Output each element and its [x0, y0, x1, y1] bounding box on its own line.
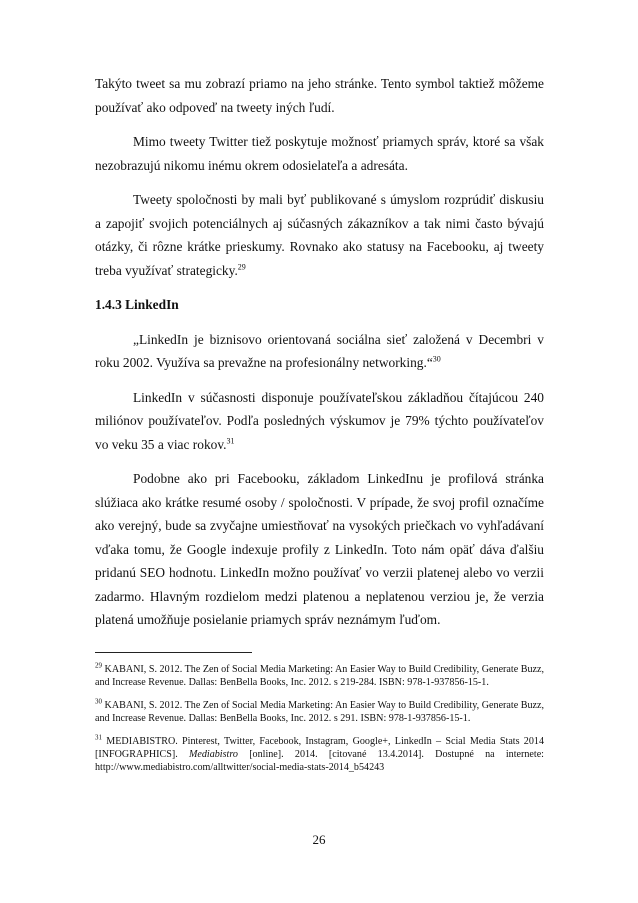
footnote-text: MEDIABISTRO. Pinterest, Twitter, Facebook, Instagram, Google+, LinkedIn – Scial Media Stats 2014 [INFOGRAPHICS]. — [95, 736, 544, 760]
footnote-ref-31[interactable]: 31 — [226, 436, 235, 446]
footnote-number: 31 — [95, 733, 102, 742]
footnotes — [95, 663, 544, 784]
paragraph-text: „LinkedIn je biznisovo orientovaná sociálna sieť založená v Decembri v roku 2002. Využíva sa prevažne na profesionálny networking.“ — [95, 331, 544, 370]
paragraph-text: Podobne ako pri Facebooku, základom LinkedInu je profilová stránka slúžiaca ako krátke resumé osoby / spoločnosti. V prípade, že svoj profil označíme ako verejný, bude sa zvyčajne umiestňovať na vysokých priečkach vo vyhľadávaní vďaka tomu, že Google indexuje profily z LinkedIn. Toto nám opäť dáva ďalšiu pridanú SEO hodnotu. LinkedIn možno používať vo verzii platenej alebo vo verzii zadarmo. Hlavným rozdielom medzi platenou a neplatenou verziou je, že verzia platená umožňuje posielanie priamych správ neznámym ľuďom. — [95, 471, 544, 627]
footnote-separator — [95, 652, 252, 653]
page-body — [95, 72, 544, 632]
footnote-number: 29 — [95, 661, 102, 670]
footnote-29 — [95, 663, 544, 689]
footnote-31 — [95, 735, 544, 774]
footnote-text-url[interactable]: [online]. 2014. [citované 13.4.2014]. Dostupné na internete: http://www.mediabistro.com/alltwitter/social-media-stats-2014_b54243 — [95, 749, 544, 773]
paragraph-tweet-symbol — [95, 72, 544, 119]
paragraph-company-tweets — [95, 188, 544, 282]
paragraph-text: LinkedIn v súčasnosti disponuje používateľskou základňou čítajúcou 240 miliónov používateľov. Podľa posledných výskumov je 79% týchto používateľov vo veku 35 a viac rokov. — [95, 389, 544, 452]
page-number: 26 — [312, 832, 326, 847]
paragraph-text: Tweety spoločnosti by mali byť publikované s úmyslom rozprúdiť diskusiu a zapojiť svojich potenciálnych aj súčasných zákazníkov a tak nimi často bývajú otázky, či rôzne krátke prieskumy. Rovnako ako statusy na Facebooku, aj tweety treba využívať strategicky. — [95, 192, 544, 278]
paragraph-linkedin-quote — [95, 328, 544, 375]
footnote-number: 30 — [95, 697, 102, 706]
footnote-text: KABANI, S. 2012. The Zen of Social Media Marketing: An Easier Way to Build Credibility, Generate Buzz, and Increase Revenue. Dallas: BenBella Books, Inc. 2012. s 291. ISBN: 978-1-937856-15-1. — [95, 700, 544, 724]
footnote-30 — [95, 699, 544, 725]
footnote-source-title: Mediabistro — [188, 749, 238, 760]
paragraph-linkedin-users — [95, 386, 544, 457]
paragraph-text: Mimo tweety Twitter tiež poskytuje možnosť priamych správ, ktoré sa však nezobrazujú nikomu inému okrem odosielateľa a adresáta. — [95, 134, 544, 173]
paragraph-linkedin-profile — [95, 467, 544, 632]
footnote-ref-30[interactable]: 30 — [432, 354, 441, 364]
paragraph-text: Takýto tweet sa mu zobrazí priamo na jeho stránke. Tento symbol taktiež môžeme používať ako odpoveď na tweety iných ľudí. — [95, 76, 544, 115]
section-heading-linkedin: 1.4.3 LinkedIn — [95, 297, 179, 312]
footnote-ref-29[interactable]: 29 — [237, 262, 246, 272]
footnote-text: KABANI, S. 2012. The Zen of Social Media Marketing: An Easier Way to Build Credibility, Generate Buzz, and Increase Revenue. Dallas: BenBella Books, Inc. 2012. s 219-284. ISBN: 978-1-937856-15-1. — [95, 664, 544, 688]
paragraph-direct-messages — [95, 130, 544, 177]
